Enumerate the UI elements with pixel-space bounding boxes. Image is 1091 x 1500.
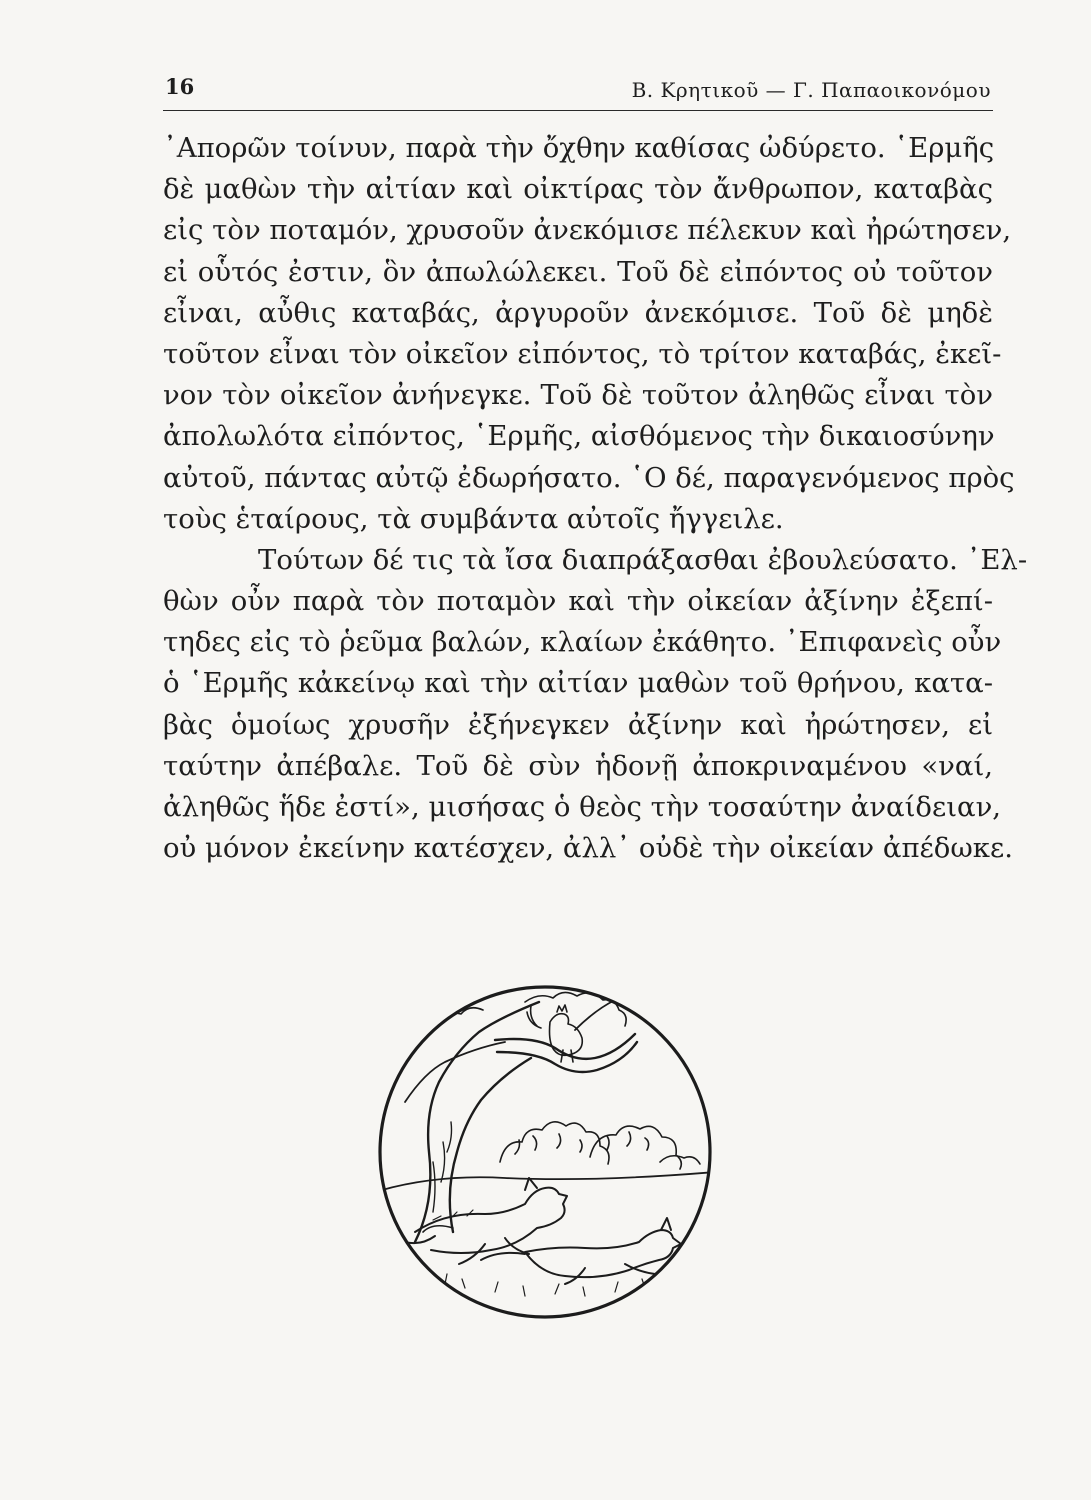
text-line: τοὺς ἑταίρους, τὰ συμβάντα αὐτοῖς ἤγγειλε.	[163, 502, 784, 535]
text-line: βὰς ὁμοίως χρυσῆν ἐξήνεγκεν ἀξίνην καὶ ἠρώτησεν, εἰ	[163, 708, 993, 741]
text-line: ἀληθῶς ἥδε ἐστί», μισήσας ὁ θεὸς τὴν τοσαύτην ἀναίδειαν,	[163, 791, 1002, 823]
text-line: εἰ οὗτός ἐστιν, ὃν ἀπωλώλεκει. Τοῦ δὲ εἰπόντος οὐ τοῦτον	[163, 255, 993, 288]
text-line: τηδες εἰς τὸ ῥεῦμα βαλών, κλαίων ἐκάθητο. ᾿Επιφανεὶς οὖν	[163, 626, 1002, 659]
text-line: ταύτην ἀπέβαλε. Τοῦ δὲ σὺν ἡδονῇ ἀποκριναμένου «ναί,	[163, 749, 993, 782]
text-line: θὼν οὖν παρὰ τὸν ποταμὸν καὶ τὴν οἰκείαν ἀξίνην ἐξεπί-	[163, 585, 993, 618]
text-line: νον τὸν οἰκεῖον ἀνήνεγκε. Τοῦ δὲ τοῦτον ἀληθῶς εἶναι τὸν	[163, 379, 993, 412]
body-text	[163, 128, 1028, 869]
text-line: ᾿Απορῶν τοίνυν, παρὰ τὴν ὄχθην καθίσας ὠδύρετο. ῾Ερμῆς	[163, 132, 995, 164]
bushes	[500, 1122, 700, 1169]
text-line: εἰς τὸν ποταμόν, χρυσοῦν ἀνεκόμισε πέλεκυν καὶ ἠρώτησεν,	[163, 214, 1012, 247]
text-line: Τούτων δέ τις τὰ ἴσα διαπράξασθαι ἐβουλεύσατο. ᾿Ελ-	[258, 543, 1028, 576]
page-header	[163, 70, 993, 111]
running-title: Β. Κρητικοῦ — Γ. Παπαοικονόμου	[631, 78, 991, 102]
text-line: ἀπολωλότα εἰπόντος, ῾Ερμῆς, αἰσθόμενος τὴν δικαιοσύνην	[163, 420, 995, 453]
fox	[481, 1218, 681, 1284]
text-line: αὐτοῦ, πάντας αὐτῷ ἐδωρήσατο. ῾Ο δέ, παραγενόμενος πρὸς	[163, 461, 1015, 494]
fable-illustration	[375, 982, 715, 1322]
illustration-vignette	[375, 982, 715, 1322]
text-line: οὐ μόνον ἐκείνην κατέσχεν, ἀλλ᾿ οὐδὲ τὴν οἰκείαν ἀπέδωκε.	[163, 832, 1013, 865]
text-line: δὲ μαθὼν τὴν αἰτίαν καὶ οἰκτίρας τὸν ἄνθρωπον, καταβὰς	[163, 173, 993, 206]
text-line: τοῦτον εἶναι τὸν οἰκεῖον εἰπόντος, τὸ τρίτον καταβάς, ἐκεῖ-	[163, 337, 1002, 370]
grass	[431, 1272, 677, 1296]
rooster	[527, 1005, 582, 1062]
text-line: εἶναι, αὖθις καταβάς, ἀργυροῦν ἀνεκόμισε. Τοῦ δὲ μηδὲ	[163, 296, 993, 329]
text-line: ὁ ῾Ερμῆς κἀκείνῳ καὶ τὴν αἰτίαν μαθὼν τοῦ θρήνου, κατα-	[163, 667, 993, 700]
tree	[405, 992, 665, 1242]
page-number: 16	[165, 74, 195, 99]
